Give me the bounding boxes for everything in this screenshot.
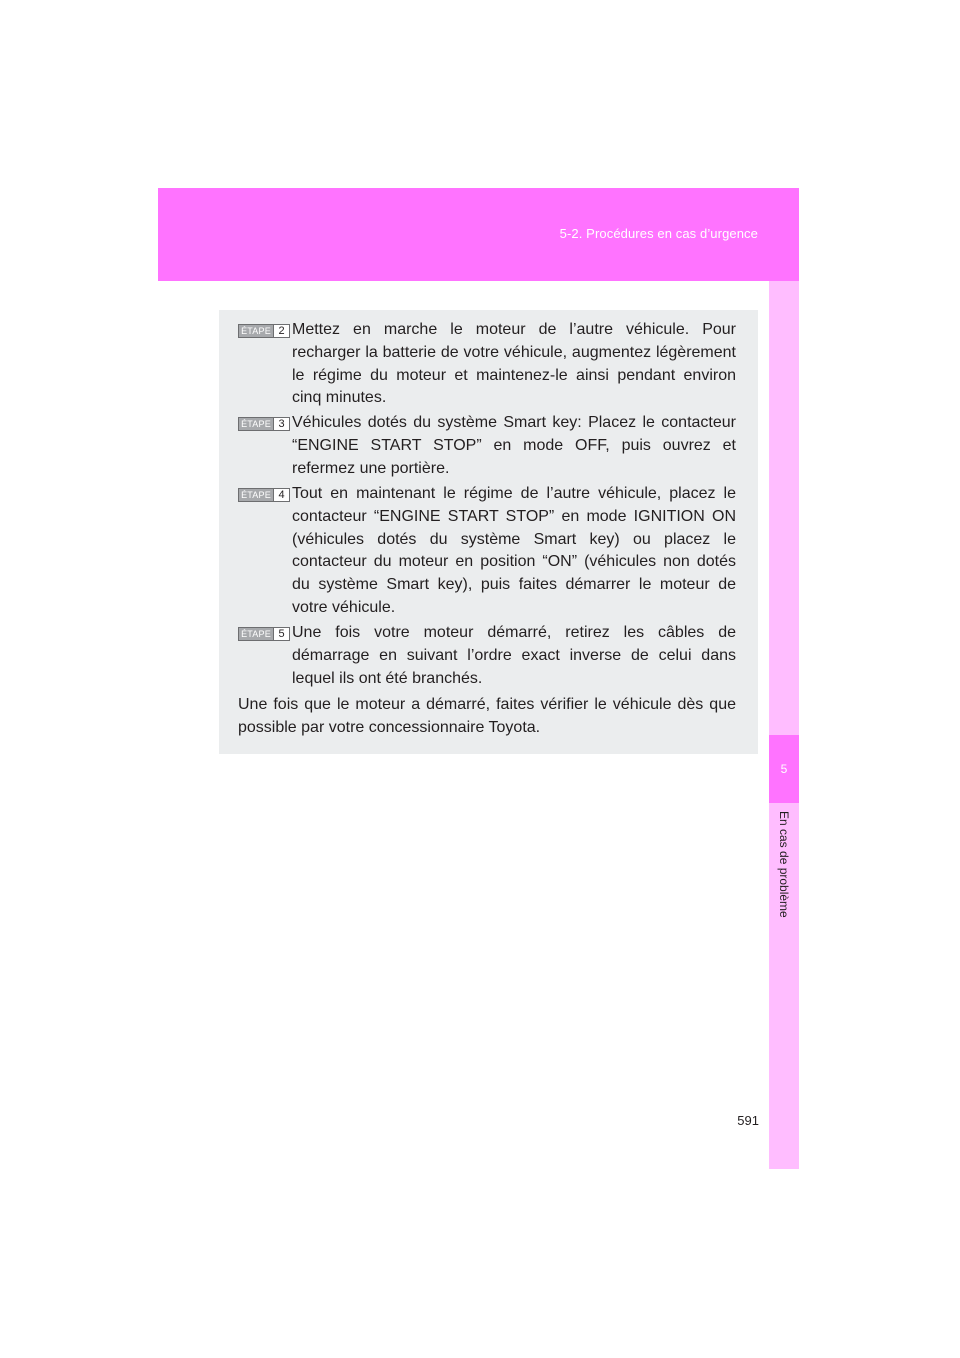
step-text-2: Mettez en marche le moteur de l’autre véhicule. Pour recharger la batterie de votre véhicule, augmentez légèrement le régime du moteur et maintenez-le ainsi pendant environ cinq minutes. — [292, 321, 736, 407]
step-text-5: Une fois votre moteur démarré, retirez les câbles de démarrage en suivant l’ordre exact inverse de celui dans lequel ils ont été branchés. — [292, 624, 736, 687]
page-number: 591 — [737, 1113, 759, 1128]
step-badge-label: ÉTAPE — [239, 628, 273, 640]
header-band — [158, 188, 799, 281]
step-badge-number: 3 — [273, 418, 289, 430]
step-text-4: Tout en maintenant le régime de l’autre véhicule, placez le contacteur “ENGINE START STOP” en mode IGNITION ON (véhicules dotés du système Smart key) ou placez le contacteur du moteur en position “ON” (véhicules non dotés du système Smart key), puis faites démarrer le moteur de votre véhicule. — [292, 485, 736, 616]
step-badge-number: 5 — [273, 628, 289, 640]
step-badge-label: ÉTAPE — [239, 325, 273, 337]
chapter-number: 5 — [769, 735, 799, 803]
step-badge-number: 4 — [273, 489, 289, 501]
step-badge-number: 2 — [273, 325, 289, 337]
section-title: 5-2. Procédures en cas d’urgence — [559, 226, 758, 241]
step-badge-4 — [238, 488, 290, 502]
step-badge-label: ÉTAPE — [239, 418, 273, 430]
chapter-label — [769, 811, 799, 951]
step-badge-5 — [238, 627, 290, 641]
step-text-3: Véhicules dotés du système Smart key: Placez le contacteur “ENGINE START STOP” en mode OFF, puis ouvrez et refermez une portière. — [292, 414, 736, 477]
step-badge-label: ÉTAPE — [239, 489, 273, 501]
chapter-label-text: En cas de problème — [777, 811, 791, 918]
chapter-side-tab — [769, 281, 799, 1169]
step-badge-3 — [238, 417, 290, 431]
closing-paragraph: Une fois que le moteur a démarré, faites vérifier le véhicule dès que possible par votre concessionnaire Toyota. — [238, 696, 736, 736]
step-badge-2 — [238, 324, 290, 338]
